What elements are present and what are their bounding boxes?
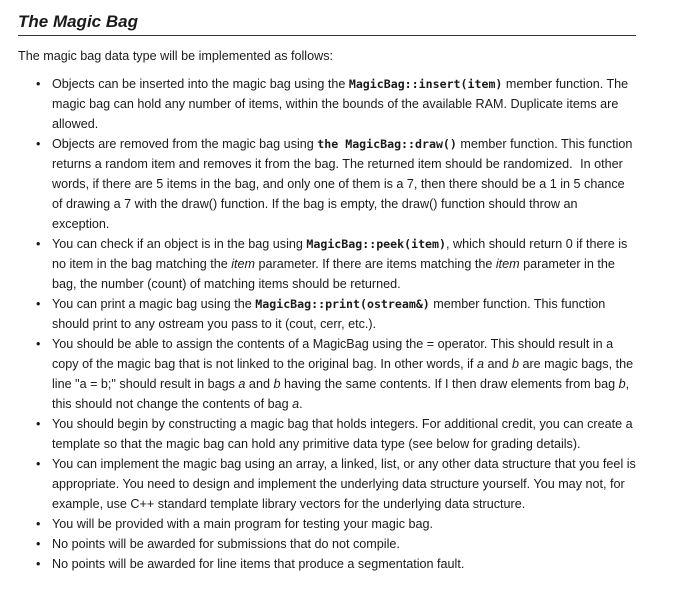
emphasis: a: [292, 397, 300, 411]
bullet-icon: •: [36, 337, 41, 351]
list-item: [18, 134, 636, 234]
item-text: Objects can be inserted into the magic bag using the: [52, 77, 349, 91]
bullet-icon: •: [36, 417, 41, 431]
item-text: and: [245, 377, 274, 391]
item-text: You will be provided with a main program for testing your magic bag.: [52, 517, 434, 531]
item-text: and: [483, 357, 512, 371]
item-text: , which should return 0 if there is no item in the bag matching the: [52, 237, 628, 271]
item-text: No points will be awarded for submissions that do not compile.: [52, 537, 400, 551]
item-text: In other words, if there are 5 items in the bag, and only one of them is a 7, then there should be a 1 in 5 chance of drawing a 7 with the draw() function. If the bag is empty, the draw() function should throw an exception.: [52, 157, 625, 231]
item-text: .: [299, 397, 303, 411]
item-text: You can check if an object is in the bag using: [52, 237, 307, 251]
emphasis: item: [231, 257, 256, 271]
item-text: You can implement the magic bag using an array, a linked, list, or any other data structure that you feel is appropriate. You need to design and implement the underlying data structure yourself. You may not, for example, use C++ standard template library vectors for the underlying data structure.: [52, 457, 636, 511]
intro-paragraph: The magic bag data type will be implemented as follows:: [18, 49, 334, 63]
page-title: The Magic Bag: [18, 12, 636, 36]
emphasis: a: [476, 357, 484, 371]
bullet-icon: •: [36, 297, 41, 311]
emphasis: b: [618, 377, 626, 391]
bullet-icon: •: [36, 77, 41, 91]
code-snippet: MagicBag::insert(item): [348, 77, 503, 91]
item-text: , this should not change the contents of bag: [52, 377, 630, 411]
list-item: [18, 234, 636, 294]
bullet-icon: •: [36, 457, 41, 471]
requirements-list: [18, 74, 636, 574]
item-text: parameter. If there are items matching the: [255, 257, 496, 271]
item-text: member function. This function returns a random item and removes it from the bag. The returned item should be randomized.: [52, 137, 633, 171]
bullet-icon: •: [36, 517, 41, 531]
list-item: [18, 334, 636, 414]
bullet-icon: •: [36, 557, 41, 571]
code-snippet: MagicBag::print(ostream&): [255, 297, 430, 311]
list-item: [18, 294, 636, 334]
emphasis: b: [273, 377, 281, 391]
item-text: You should be able to assign the contents of a MagicBag using the = operator. This should result in a copy of the magic bag that is not linked to the original bag. In other words, if: [52, 337, 614, 371]
item-text: Objects are removed from the magic bag using: [52, 137, 318, 151]
item-text: member function. The magic bag can hold any number of items, within the bounds of the available RAM. Duplicate items are allowed.: [52, 77, 629, 131]
item-text: No points will be awarded for line items that produce a segmentation fault.: [52, 557, 465, 571]
code-snippet: the MagicBag::draw(): [317, 137, 457, 151]
item-text: having the same contents. If I then draw elements from bag: [280, 377, 619, 391]
bullet-icon: •: [36, 137, 41, 151]
list-item: [18, 514, 636, 534]
list-item: [18, 74, 636, 134]
list-item: [18, 454, 636, 514]
bullet-icon: •: [36, 237, 41, 251]
emphasis: item: [495, 257, 520, 271]
emphasis: b: [511, 357, 519, 371]
document-page: [18, 0, 636, 574]
item-text: You should begin by constructing a magic bag that holds integers. For additional credit, you can create a template so that the magic bag can hold any primitive data type (see below for grading details).: [52, 417, 633, 451]
item-text: You can print a magic bag using the: [52, 297, 256, 311]
emphasis: a: [238, 377, 246, 391]
code-snippet: MagicBag::peek(item): [306, 237, 446, 251]
item-text: parameter in the bag, the number (count) of matching items should be returned.: [52, 257, 615, 291]
list-item: [18, 554, 636, 574]
list-item: [18, 414, 636, 454]
item-text: member function. This function should print to any ostream you pass to it (cout, cerr, etc.).: [52, 297, 606, 331]
list-item: [18, 534, 636, 554]
bullet-icon: •: [36, 537, 41, 551]
item-text: are magic bags, the line "a = b;" should result in bags: [52, 357, 634, 391]
